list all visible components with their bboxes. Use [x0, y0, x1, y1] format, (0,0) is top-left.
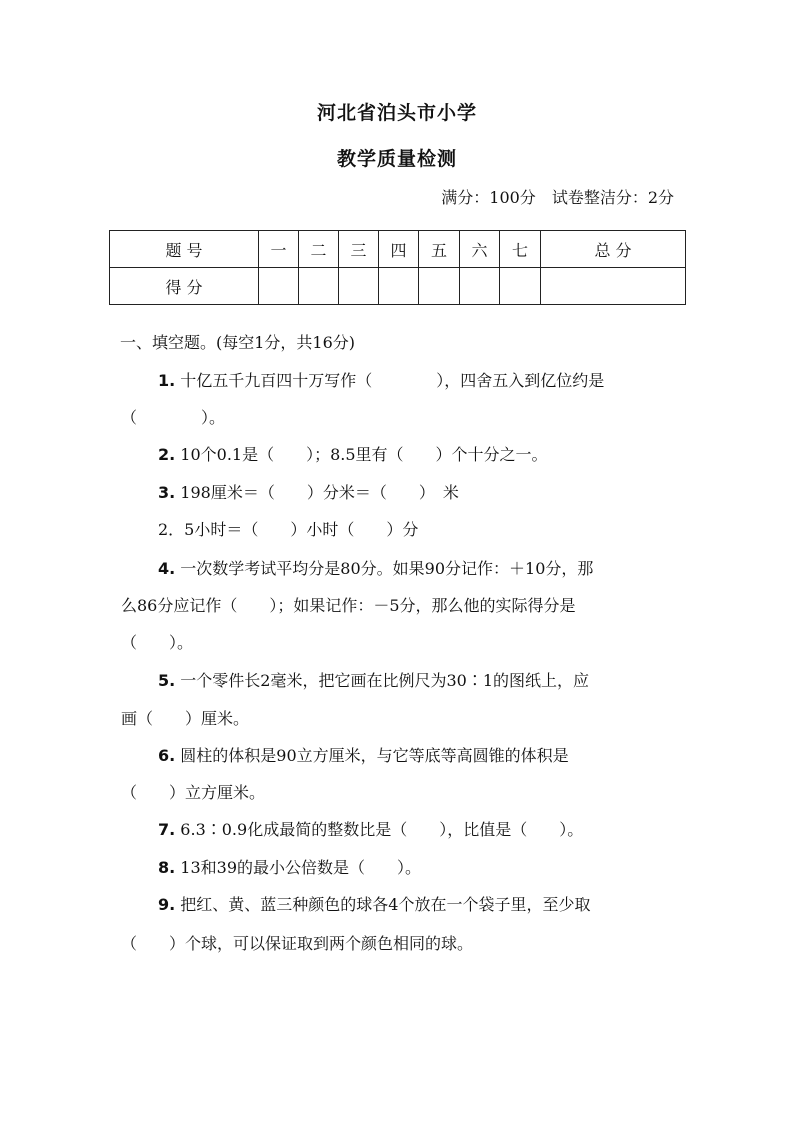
- col-2: 二: [299, 231, 339, 268]
- question-line: [121, 931, 473, 954]
- neat-score-text: 试卷整洁分：2分: [551, 188, 674, 207]
- question-text: 十亿五千九百四十万写作（ ），四舍五入到亿位约是: [175, 371, 605, 390]
- question-line: [158, 556, 593, 579]
- score-info: [441, 185, 674, 208]
- question-text: 一个零件长2毫米，把它画在比例尺为30∶1的图纸上，应: [175, 671, 590, 690]
- col-1: 一: [259, 231, 299, 268]
- score-table: [109, 230, 686, 305]
- question-text: 2．5小时＝（ ）小时（ ）分: [158, 520, 419, 539]
- score-cell: [259, 268, 299, 305]
- question-number: 5.: [158, 671, 176, 690]
- question-line: [121, 706, 249, 729]
- score-cell: [339, 268, 379, 305]
- question-text: 画（ ）厘米。: [121, 709, 250, 728]
- question-line: [158, 855, 421, 878]
- question-line: [121, 780, 265, 803]
- question-line: [121, 405, 225, 428]
- score-label: 得 分: [110, 268, 259, 305]
- question-number: 6.: [158, 746, 176, 765]
- section-heading: 一、填空题。(每空1分，共16分): [120, 333, 356, 352]
- col-4: 四: [379, 231, 419, 268]
- col-7: 七: [500, 231, 541, 268]
- question-number: 8.: [158, 858, 176, 877]
- question-text: 把红、黄、蓝三种颜色的球各4个放在一个袋子里，至少取: [175, 895, 591, 914]
- question-number-label: 题 号: [110, 231, 259, 268]
- col-6: 六: [460, 231, 500, 268]
- question-text: 6.3∶0.9化成最简的整数比是（ ），比值是（ ）。: [175, 820, 584, 839]
- score-table-header-row: [110, 231, 686, 268]
- score-cell: [500, 268, 541, 305]
- question-line: [158, 517, 418, 540]
- question-number: 4.: [158, 559, 176, 578]
- question-line: [158, 368, 604, 391]
- question-line: [158, 480, 459, 503]
- col-5: 五: [419, 231, 460, 268]
- score-table-score-row: [110, 268, 686, 305]
- question-number: 1.: [158, 371, 176, 390]
- question-text: 一次数学考试平均分是80分。如果90分记作：＋10分，那: [175, 559, 594, 578]
- col-3: 三: [339, 231, 379, 268]
- question-line: [158, 668, 589, 691]
- score-cell: [460, 268, 500, 305]
- question-line: [121, 630, 193, 653]
- question-number: 9.: [158, 895, 176, 914]
- question-text: 13和39的最小公倍数是（ ）。: [175, 858, 422, 877]
- question-line: [158, 442, 548, 465]
- question-text: 198厘米＝（ ）分米＝（ ） 米: [175, 483, 459, 502]
- question-line: [158, 817, 583, 840]
- question-text: 么86分应记作（ ）；如果记作：－5分，那么他的实际得分是: [121, 596, 576, 615]
- school-title: 河北省泊头市小学: [316, 102, 477, 124]
- question-line: [121, 593, 576, 616]
- score-cell: [379, 268, 419, 305]
- full-score-text: 满分：100分: [441, 188, 536, 207]
- question-text: （ ）个球，可以保证取到两个颜色相同的球。: [121, 934, 474, 953]
- total-score-label: 总 分: [541, 231, 686, 268]
- question-number: 3.: [158, 483, 176, 502]
- question-line: [158, 743, 569, 766]
- question-text: 10个0.1是（ ）；8.5里有（ ）个十分之一。: [175, 445, 548, 464]
- question-text: （ ）。: [121, 633, 194, 652]
- score-cell: [299, 268, 339, 305]
- question-text: 圆柱的体积是90立方厘米，与它等底等高圆锥的体积是: [175, 746, 569, 765]
- question-text: （ ）。: [121, 408, 226, 427]
- total-score-cell: [541, 268, 686, 305]
- question-number: 7.: [158, 820, 176, 839]
- question-text: （ ）立方厘米。: [121, 783, 266, 802]
- question-number: 2.: [158, 445, 176, 464]
- question-line: [158, 892, 591, 915]
- score-cell: [419, 268, 460, 305]
- exam-title: 教学质量检测: [336, 148, 457, 170]
